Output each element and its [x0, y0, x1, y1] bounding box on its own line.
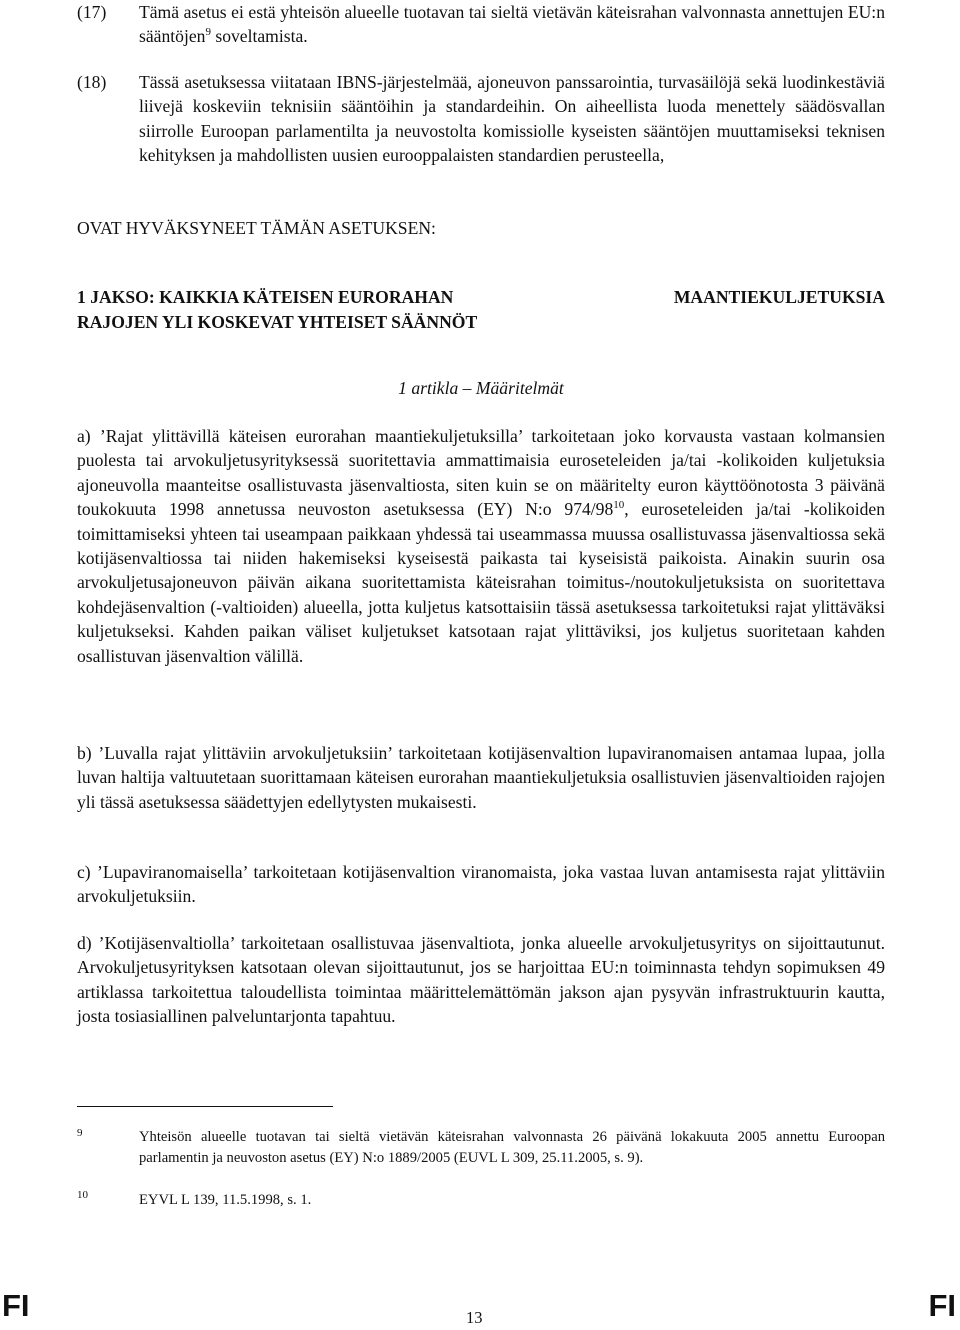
definition-c: c) ’Lupaviranomaisella’ tarkoitetaan kotijäsenvaltion viranomaista, joka vastaa luvan antamisesta rajat ylittäviin arvokuljetuksiin.: [77, 862, 885, 907]
footer-language-right: FI: [928, 1288, 956, 1323]
footnote-text: EYVL L 139, 11.5.1998, s. 1.: [139, 1192, 312, 1208]
definition-a: [77, 424, 885, 668]
footnote-number: 10: [77, 1189, 88, 1201]
chapter-heading: [77, 285, 885, 335]
chapter-heading-line2: RAJOJEN YLI KOSKEVAT YHTEISET SÄÄNNÖT: [77, 312, 478, 332]
recital-number: (18): [77, 72, 107, 92]
chapter-heading-right: MAANTIEKULJETUKSIA: [673, 287, 885, 307]
recital-text-end: soveltamista.: [210, 26, 308, 47]
recital-text: Tässä asetuksessa viitataan IBNS-järjestelmää, ajoneuvon panssarointia, turvasäilöjä sekä luodinkestäviä liivejä koskeviin teknisiin sääntöihin ja standardeihin. On aiheellista luoda menettely säädösvallan siirrolle Euroopan parlamentilta ja neuvostolta komissiolle kyseisten sääntöjen muuttamiseksi teknisen kehityksen ja mahdollisten uusien eurooppalaisten standardien perusteella,: [139, 72, 885, 166]
recital-number: (17): [77, 2, 107, 22]
recital-text: [139, 0, 885, 49]
footnote-reference: 10: [613, 499, 625, 512]
definition-a-text-end: , euroseteleiden ja/tai -kolikoiden toimittamiseksi yhteen tai useampaan paikkaan yhdessä tai useammassa muussa osallistuvassa jäsenvaltiossa sekä kotijäsenvaltiossa tai niiden hakemiseksi kyseisestä paikasta tai kyseisistä paikoista. Ainakin suurin osa arvokuljetusajoneuvon päivän aikana suoritettamista käteisrahan toimitus-/noutokuljetuksista on suoritettava kohdejäsenvaltion (-valtioiden) alueella, jotta kuljetus katsottaisiin tässä asetuksessa tarkoitetuksi rajat ylittäväksi kuljetukseksi. Kahden paikan väliset kuljetukset katsotaan rajat ylittäviksi, jos kuljetus suoritetaan kahden osallistuvan jäsenvaltion välillä.: [77, 499, 885, 666]
chapter-heading-left: 1 JAKSO: KAIKKIA KÄTEISEN EURORAHAN: [77, 287, 454, 307]
article-title: 1 artikla – Määritelmät: [398, 378, 564, 398]
chapter-heading-line: [77, 285, 885, 310]
footnote-reference: 9: [205, 26, 211, 39]
footnote-number: 9: [77, 1127, 83, 1139]
footnote-text: Yhteisön alueelle tuotavan tai sieltä vietävän käteisrahan valvonnasta 26 päivänä lokakuuta 2005 annettu Euroopan parlamentin ja neuvoston asetus (EY) N:o 1889/2005 (EUVL L 309, 25.11.2005, s. 9).: [139, 1129, 885, 1166]
adoption-formula: OVAT HYVÄKSYNEET TÄMÄN ASETUKSEN:: [77, 218, 436, 238]
definition-a-text: a) ’Rajat ylittävillä käteisen eurorahan maantiekuljetuksilla’ tarkoitetaan joko korvausta vastaan kolmansien puolesta tai arvokuljetusyrityksessä suoritettavia ammattimaisia euroseteleiden ja/tai -kolikoiden kuljetuksia ajoneuvolla maanteitse osallistuvasta jäsenvaltiosta, siten kuin se on määritelty euron käyttöönotosta 3 päivänä toukokuuta 1998 annetussa neuvoston asetuksessa (EY) N:o 974/98: [77, 426, 885, 520]
footer-language-left: FI: [2, 1288, 30, 1323]
page-number: 13: [466, 1308, 483, 1327]
recital-text-main: Tämä asetus ei estä yhteisön alueelle tuotavan tai sieltä vietävän käteisrahan valvonnasta annettujen EU:n sääntöjen: [139, 2, 885, 47]
footnote-separator: [77, 1106, 333, 1107]
definition-d: d) ’Kotijäsenvaltiolla’ tarkoitetaan osallistuvaa jäsenvaltiota, jonka alueelle arvokuljetusyritys on sijoittautunut. Arvokuljetusyrityksen katsotaan olevan sijoittautunut, jos se harjoittaa EU:n toiminnasta tehdyn sopimuksen 49 artiklassa tarkoitettua taloudellista toimintaa määrittelemättömän jakson ajan pysyvän infrastruktuurin kautta, josta tosiasiallinen palveluntarjonta tapahtuu.: [77, 933, 885, 1027]
definition-b: b) ’Luvalla rajat ylittäviin arvokuljetuksiin’ tarkoitetaan kotijäsenvaltion lupaviranomaisen antamaa lupaa, jolla luvan haltija valtuutetaan suorittamaan käteisen eurorahan maantiekuljetuksia osallistuvien jäsenvaltioiden rajojen yli tässä asetuksessa säädettyjen edellytysten mukaisesti.: [77, 743, 885, 812]
